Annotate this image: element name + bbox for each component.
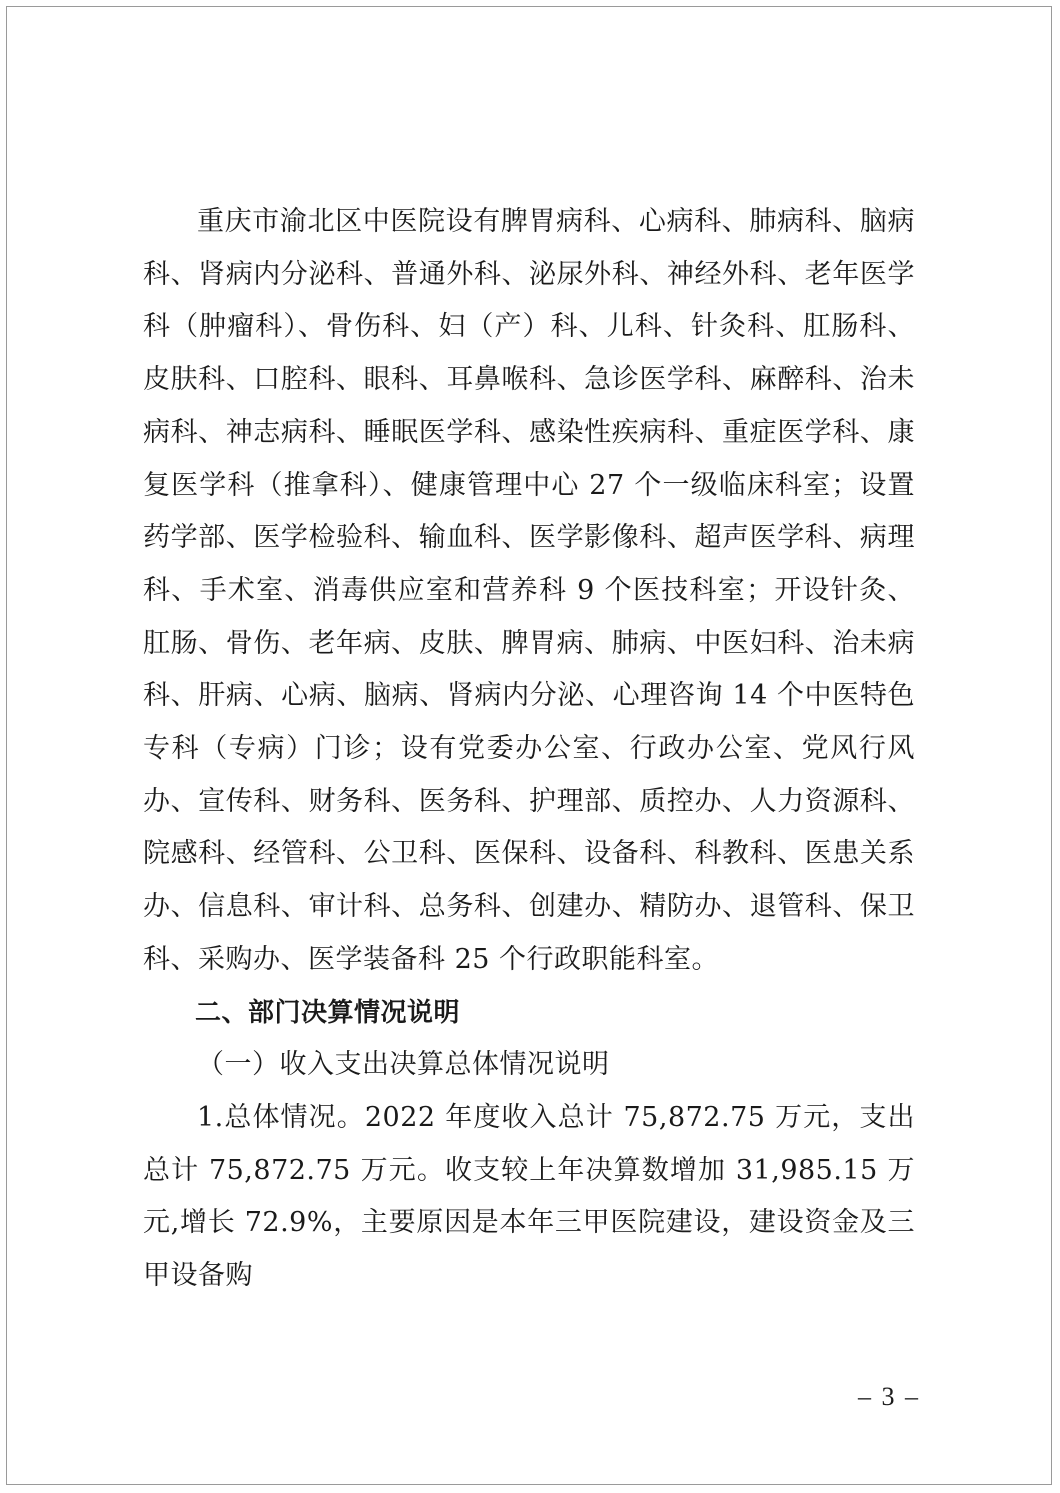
section-heading: 二、部门决算情况说明 xyxy=(195,997,461,1028)
document-body xyxy=(143,196,915,1303)
page-number: – 3 – xyxy=(858,1382,920,1411)
paragraph-overall: 1.总体情况。2022 年度收入总计 75,872.75 万元，支出总计 75,872.75 万元。收支较上年决算数增加 31,985.15 万元,增长 72.9%，主要原因是本年三甲医院建设，建设资金及三甲设备购 xyxy=(143,1101,915,1292)
subsection-heading: （一）收入支出决算总体情况说明 xyxy=(197,1049,610,1081)
paragraph-departments: 重庆市渝北区中医院设有脾胃病科、心病科、肺病科、脑病科、肾病内分泌科、普通外科、泌尿外科、神经外科、老年医学科（肿瘤科）、骨伤科、妇（产）科、儿科、针灸科、肛肠科、皮肤科、口腔科、眼科、耳鼻喉科、急诊医学科、麻醉科、治未病科、神志病科、睡眠医学科、感染性疾病科、重症医学科、康复医学科（推拿科）、健康管理中心 27 个一级临床科室；设置药学部、医学检验科、输血科、医学影像科、超声医学科、病理科、手术室、消毒供应室和营养科 9 个医技科室；开设针灸、肛肠、骨伤、老年病、皮肤、脾胃病、肺病、中医妇科、治未病科、肝病、心病、脑病、肾病内分泌、心理咨询 14 个中医特色专科（专病）门诊；设有党委办公室、行政办公室、党风行风办、宣传科、财务科、医务科、护理部、质控办、人力资源科、院感科、经管科、公卫科、医保科、设备科、科教科、医患关系办、信息科、审计科、总务科、创建办、精防办、退管科、保卫科、采购办、医学装备科 25 个行政职能科室。 xyxy=(143,206,915,975)
